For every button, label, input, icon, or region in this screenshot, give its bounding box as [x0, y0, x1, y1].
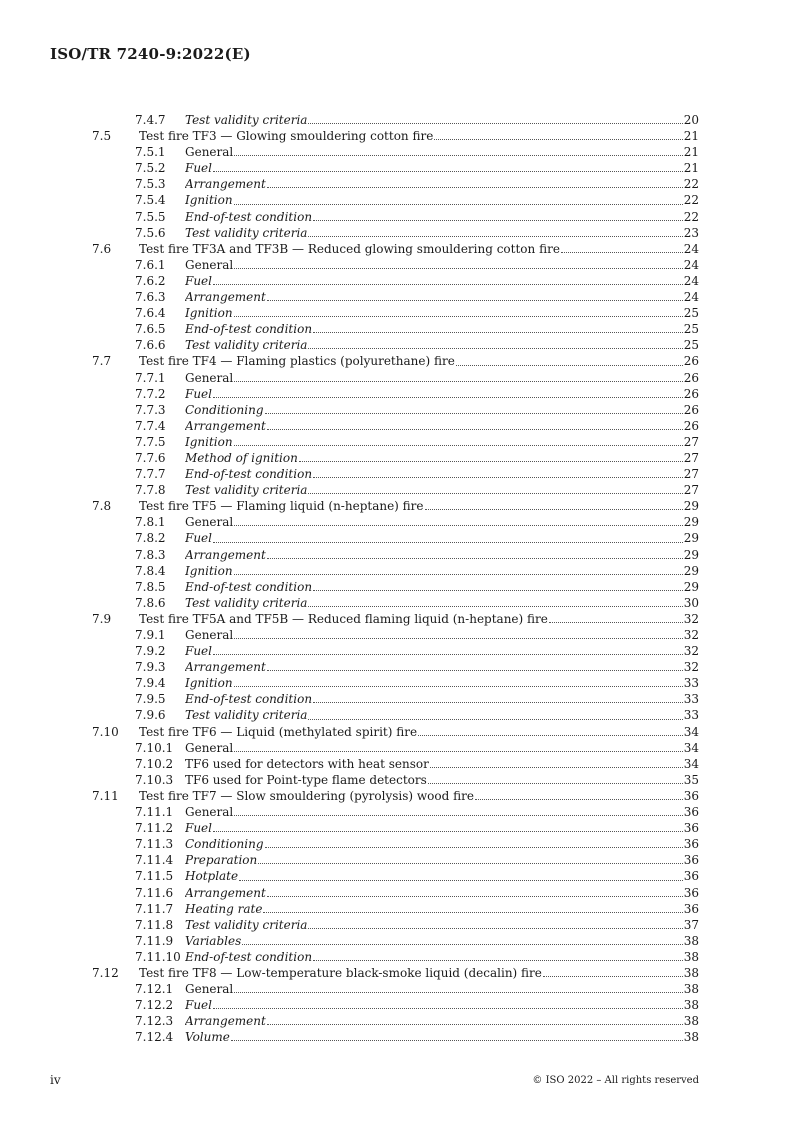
toc-entry[interactable] [92, 949, 699, 965]
toc-entry-number: 7.7.6 [135, 450, 166, 465]
toc-entry-number: 7.6 [92, 241, 112, 256]
toc-dot-leader [308, 493, 682, 494]
toc-entry[interactable] [92, 225, 699, 241]
toc-dot-leader [213, 397, 683, 398]
toc-entry[interactable] [92, 627, 699, 643]
table-of-contents [92, 112, 699, 1045]
toc-entry-number: 7.9 [92, 611, 112, 626]
toc-dot-leader [234, 686, 683, 687]
toc-dot-leader [234, 445, 683, 446]
toc-entry-title: TF6 used for Point-type flame detectors [185, 772, 427, 787]
toc-dot-leader [231, 1040, 683, 1041]
toc-entry-title: Test validity criteria [185, 113, 308, 127]
document-id-header: ISO/TR 7240-9:2022(E) [50, 45, 251, 63]
toc-entry-number: 7.8.4 [135, 563, 166, 578]
toc-entry-number: 7.9.6 [135, 708, 166, 723]
toc-dot-leader [313, 477, 683, 478]
toc-entry-number: 7.11.5 [135, 869, 174, 884]
toc-entry[interactable] [92, 386, 699, 402]
toc-entry-number: 7.11.6 [135, 885, 174, 900]
toc-entry-number: 7.5.2 [135, 161, 166, 176]
toc-entry[interactable] [92, 128, 699, 144]
toc-entry[interactable] [92, 402, 699, 418]
toc-entry-number: 7.8.3 [135, 547, 166, 562]
toc-dot-leader [475, 799, 683, 800]
toc-entry-page: 29 [683, 499, 699, 514]
toc-dot-leader [242, 944, 682, 945]
toc-entry-number: 7.11.4 [135, 853, 174, 868]
toc-dot-leader [234, 815, 682, 816]
toc-entry-title: General [185, 145, 234, 160]
toc-entry[interactable] [92, 885, 699, 901]
toc-entry-number: 7.10 [92, 724, 119, 739]
toc-entry-title: Test validity criteria [185, 483, 308, 498]
toc-entry-title: Test fire TF7 — Slow smouldering (pyrolysis) wood fire [139, 788, 474, 803]
toc-entry[interactable] [92, 289, 699, 305]
toc-entry-title: General [185, 628, 234, 642]
toc-dot-leader [234, 638, 682, 639]
toc-entry[interactable] [92, 321, 699, 337]
toc-entry-title: Test fire TF5A and TF5B — Reduced flaming liquid (n-heptane) fire [139, 611, 548, 626]
toc-dot-leader [234, 992, 682, 993]
toc-entry-title: Volume [185, 1030, 230, 1045]
toc-dot-leader [428, 783, 683, 784]
toc-dot-leader [234, 751, 682, 752]
toc-entry-page: 21 [683, 129, 699, 144]
toc-entry-number: 7.7.1 [135, 370, 166, 385]
toc-dot-leader [267, 670, 683, 671]
toc-entry-page: 32 [683, 644, 699, 659]
toc-dot-leader [313, 590, 683, 591]
toc-entry-number: 7.5.6 [135, 225, 166, 240]
toc-dot-leader [234, 316, 683, 317]
toc-entry-number: 7.8.1 [135, 515, 166, 530]
toc-entry-title: Hotplate [185, 869, 239, 884]
toc-entry-title: Conditioning [185, 837, 264, 852]
toc-entry-title: Ignition [185, 306, 233, 321]
toc-entry-number: 7.5.4 [135, 193, 166, 208]
toc-entry[interactable] [92, 643, 699, 659]
toc-entry[interactable] [92, 997, 699, 1013]
toc-entry-page: 25 [683, 322, 699, 337]
toc-entry-number: 7.7.4 [135, 418, 166, 433]
toc-entry-title: Test fire TF4 — Flaming plastics (polyurethane) fire [139, 354, 455, 369]
toc-dot-leader [267, 896, 683, 897]
toc-dot-leader [265, 413, 683, 414]
toc-dot-leader [213, 654, 683, 655]
toc-dot-leader [308, 719, 682, 720]
toc-entry-title: Conditioning [185, 402, 264, 417]
toc-entry-title: Fuel [185, 644, 212, 659]
toc-dot-leader [308, 606, 682, 607]
toc-entry[interactable] [92, 901, 699, 917]
toc-entry-page: 32 [683, 660, 699, 675]
toc-entry[interactable] [92, 965, 699, 981]
toc-entry-number: 7.7.5 [135, 434, 166, 449]
toc-entry-title: Arrangement [185, 547, 266, 562]
toc-dot-leader [263, 912, 682, 913]
toc-entry-page: 22 [683, 209, 699, 224]
toc-entry-number: 7.9.2 [135, 644, 166, 659]
toc-dot-leader [267, 429, 683, 430]
toc-entry[interactable] [92, 868, 699, 884]
toc-entry-title: Test fire TF8 — Low-temperature black-smoke liquid (decalin) fire [139, 965, 542, 980]
toc-entry-page: 26 [683, 370, 699, 385]
toc-entry[interactable] [92, 675, 699, 691]
toc-entry-title: End-of-test condition [185, 949, 313, 964]
toc-entry[interactable] [92, 852, 699, 868]
toc-entry-number: 7.6.3 [135, 290, 166, 305]
toc-entry-page: 24 [683, 273, 699, 288]
toc-entry-title: End-of-test condition [185, 692, 313, 707]
toc-entry-title: Fuel [185, 998, 212, 1013]
toc-entry-title: Method of ignition [185, 450, 298, 465]
toc-dot-leader [267, 558, 683, 559]
toc-entry-number: 7.6.4 [135, 306, 166, 321]
toc-entry-number: 7.10.3 [135, 772, 174, 787]
toc-dot-leader [234, 268, 682, 269]
toc-entry-title: General [185, 982, 234, 997]
toc-entry-number: 7.5.1 [135, 145, 166, 160]
toc-entry[interactable] [92, 482, 699, 498]
toc-entry-title: Test fire TF6 — Liquid (methylated spirit) fire [139, 724, 418, 739]
toc-entry[interactable] [92, 595, 699, 611]
toc-entry-number: 7.11.3 [135, 837, 174, 852]
toc-entry-title: Fuel [185, 386, 212, 401]
toc-dot-leader [258, 863, 682, 864]
toc-entry-page: 36 [683, 869, 699, 884]
toc-entry-number: 7.12.4 [135, 1030, 174, 1045]
toc-entry-title: Test validity criteria [185, 708, 308, 723]
toc-dot-leader [543, 976, 683, 977]
toc-entry-number: 7.7 [92, 354, 112, 369]
toc-dot-leader [313, 332, 683, 333]
toc-entry-title: Test validity criteria [185, 338, 308, 353]
toc-entry-number: 7.11.7 [135, 901, 174, 916]
toc-entry[interactable] [92, 659, 699, 675]
toc-entry-page: 38 [683, 982, 699, 997]
toc-entry-page: 36 [683, 788, 699, 803]
toc-dot-leader [234, 204, 683, 205]
toc-entry-page: 29 [683, 515, 699, 530]
toc-entry[interactable] [92, 756, 699, 772]
toc-entry-title: TF6 used for detectors with heat sensor [185, 756, 429, 771]
toc-entry-title: General [185, 515, 234, 530]
toc-entry[interactable] [92, 498, 699, 514]
toc-entry[interactable] [92, 337, 699, 353]
toc-dot-leader [213, 831, 683, 832]
toc-entry-page: 38 [683, 949, 699, 964]
toc-dot-leader [308, 928, 682, 929]
footer-copyright: © ISO 2022 – All rights reserved [532, 1075, 699, 1086]
toc-entry-page: 33 [683, 676, 699, 691]
toc-entry[interactable] [92, 514, 699, 530]
toc-entry-title: End-of-test condition [185, 322, 313, 337]
toc-entry[interactable] [92, 547, 699, 563]
toc-entry-title: Variables [185, 933, 242, 948]
toc-entry-number: 7.9.5 [135, 692, 166, 707]
toc-entry[interactable] [92, 820, 699, 836]
toc-entry-number: 7.11.9 [135, 933, 174, 948]
toc-dot-leader [239, 880, 683, 881]
toc-entry-number: 7.8.5 [135, 579, 166, 594]
toc-entry-page: 30 [683, 595, 699, 610]
toc-dot-leader [313, 702, 683, 703]
toc-dot-leader [234, 574, 683, 575]
toc-entry-number: 7.6.5 [135, 322, 166, 337]
toc-entry-page: 35 [683, 772, 699, 787]
toc-entry[interactable] [92, 788, 699, 804]
toc-entry-page: 22 [683, 177, 699, 192]
toc-entry-page: 29 [683, 563, 699, 578]
toc-dot-leader [425, 509, 683, 510]
toc-entry-title: Arrangement [185, 885, 266, 900]
toc-entry[interactable] [92, 804, 699, 820]
toc-entry-page: 26 [683, 354, 699, 369]
toc-entry[interactable] [92, 579, 699, 595]
toc-entry-page: 33 [683, 708, 699, 723]
toc-entry-page: 34 [683, 724, 699, 739]
toc-entry[interactable] [92, 273, 699, 289]
toc-entry-number: 7.5 [92, 129, 112, 144]
toc-entry-page: 29 [683, 531, 699, 546]
toc-entry-number: 7.7.2 [135, 386, 166, 401]
toc-entry-number: 7.7.7 [135, 467, 166, 482]
toc-dot-leader [267, 187, 683, 188]
toc-dot-leader [234, 381, 682, 382]
toc-entry-number: 7.7.3 [135, 402, 166, 417]
toc-entry[interactable] [92, 530, 699, 546]
toc-entry-title: Test validity criteria [185, 917, 308, 932]
toc-entry-page: 26 [683, 386, 699, 401]
toc-entry-number: 7.5.3 [135, 177, 166, 192]
toc-entry[interactable] [92, 1029, 699, 1045]
toc-entry-number: 7.6.2 [135, 273, 166, 288]
toc-entry-title: Arrangement [185, 660, 266, 675]
toc-dot-leader [267, 1024, 683, 1025]
toc-dot-leader [308, 348, 682, 349]
toc-entry[interactable] [92, 418, 699, 434]
toc-entry-page: 24 [683, 290, 699, 305]
toc-entry-page: 25 [683, 338, 699, 353]
toc-entry[interactable] [92, 691, 699, 707]
toc-entry-page: 36 [683, 853, 699, 868]
toc-entry-page: 34 [683, 756, 699, 771]
toc-entry-page: 37 [683, 917, 699, 932]
footer-page-number: iv [50, 1073, 61, 1087]
toc-entry-number: 7.12.2 [135, 998, 174, 1013]
toc-entry-number: 7.8.6 [135, 595, 166, 610]
toc-entry-number: 7.12.3 [135, 1014, 174, 1029]
toc-entry[interactable] [92, 192, 699, 208]
toc-entry[interactable] [92, 257, 699, 273]
toc-entry-title: Arrangement [185, 290, 266, 305]
toc-entry-title: Test fire TF3 — Glowing smouldering cotton fire [139, 129, 434, 144]
toc-entry-title: General [185, 740, 234, 755]
toc-entry-title: Test validity criteria [185, 225, 308, 240]
toc-entry-number: 7.9.4 [135, 676, 166, 691]
toc-entry-title: Test fire TF5 — Flaming liquid (n-heptane) fire [139, 499, 424, 514]
toc-entry-page: 22 [683, 193, 699, 208]
toc-dot-leader [234, 525, 682, 526]
toc-entry-page: 38 [683, 965, 699, 980]
toc-entry[interactable] [92, 933, 699, 949]
toc-entry-number: 7.11.8 [135, 917, 174, 932]
toc-dot-leader [213, 1008, 683, 1009]
toc-entry-title: Fuel [185, 531, 212, 546]
toc-entry-page: 21 [683, 161, 699, 176]
toc-dot-leader [308, 236, 682, 237]
toc-entry-title: Arrangement [185, 177, 266, 192]
toc-dot-leader [234, 155, 682, 156]
toc-entry-number: 7.7.8 [135, 483, 166, 498]
toc-entry[interactable] [92, 981, 699, 997]
toc-entry-page: 24 [683, 241, 699, 256]
toc-entry-number: 7.4.7 [135, 113, 166, 127]
toc-dot-leader [456, 365, 683, 366]
toc-entry-page: 24 [683, 257, 699, 272]
toc-entry-page: 32 [683, 628, 699, 642]
toc-entry-page: 38 [683, 1014, 699, 1029]
toc-entry-title: End-of-test condition [185, 579, 313, 594]
toc-entry-page: 26 [683, 402, 699, 417]
toc-entry-page: 25 [683, 306, 699, 321]
toc-dot-leader [418, 735, 683, 736]
toc-entry-title: General [185, 257, 234, 272]
toc-entry-page: 26 [683, 418, 699, 433]
toc-entry-number: 7.6.1 [135, 257, 166, 272]
toc-entry-number: 7.5.5 [135, 209, 166, 224]
toc-entry-page: 21 [683, 145, 699, 160]
toc-entry-title: Ignition [185, 563, 233, 578]
toc-dot-leader [313, 220, 683, 221]
toc-dot-leader [430, 767, 683, 768]
toc-entry[interactable] [92, 740, 699, 756]
toc-entry-page: 32 [683, 611, 699, 626]
toc-entry-number: 7.11.10 [135, 949, 181, 964]
toc-dot-leader [213, 542, 683, 543]
toc-entry-title: Test fire TF3A and TF3B — Reduced glowing smouldering cotton fire [139, 241, 560, 256]
toc-entry-page: 36 [683, 901, 699, 916]
toc-entry[interactable] [92, 466, 699, 482]
toc-entry-page: 38 [683, 998, 699, 1013]
toc-entry-page: 27 [683, 450, 699, 465]
toc-entry-number: 7.12 [92, 965, 119, 980]
toc-entry[interactable] [92, 836, 699, 852]
toc-entry-title: Heating rate [185, 901, 263, 916]
toc-entry-page: 33 [683, 692, 699, 707]
toc-entry-number: 7.11.2 [135, 821, 174, 836]
toc-entry-page: 29 [683, 579, 699, 594]
toc-entry-title: Ignition [185, 676, 233, 691]
toc-entry[interactable] [92, 772, 699, 788]
toc-entry[interactable] [92, 241, 699, 257]
toc-entry-page: 20 [683, 113, 699, 127]
toc-entry-page: 36 [683, 837, 699, 852]
toc-dot-leader [265, 847, 683, 848]
toc-dot-leader [308, 123, 682, 124]
toc-entry[interactable] [92, 176, 699, 192]
toc-entry-title: End-of-test condition [185, 467, 313, 482]
toc-entry[interactable] [92, 160, 699, 176]
toc-dot-leader [267, 300, 683, 301]
toc-entry-number: 7.8.2 [135, 531, 166, 546]
toc-entry-title: Arrangement [185, 418, 266, 433]
toc-entry-page: 36 [683, 821, 699, 836]
toc-dot-leader [213, 171, 683, 172]
toc-entry-title: Preparation [185, 853, 258, 868]
toc-entry-number: 7.10.2 [135, 756, 174, 771]
toc-entry-number: 7.11.1 [135, 805, 174, 820]
toc-dot-leader [299, 461, 683, 462]
toc-dot-leader [549, 622, 683, 623]
toc-entry-title: Fuel [185, 821, 212, 836]
toc-entry-page: 38 [683, 1030, 699, 1045]
toc-entry[interactable] [92, 370, 699, 386]
toc-entry-page: 29 [683, 547, 699, 562]
toc-entry[interactable] [92, 305, 699, 321]
toc-entry-page: 27 [683, 467, 699, 482]
toc-entry-page: 38 [683, 933, 699, 948]
toc-entry-title: Ignition [185, 434, 233, 449]
toc-entry-title: General [185, 370, 234, 385]
toc-entry[interactable] [92, 917, 699, 933]
toc-entry-title: Fuel [185, 161, 212, 176]
toc-dot-leader [434, 139, 682, 140]
toc-entry-page: 34 [683, 740, 699, 755]
toc-entry[interactable] [92, 209, 699, 225]
toc-entry[interactable] [92, 144, 699, 160]
toc-entry-number: 7.9.1 [135, 628, 166, 642]
toc-entry-title: General [185, 805, 234, 820]
toc-entry-title: Arrangement [185, 1014, 266, 1029]
toc-entry-number: 7.8 [92, 499, 112, 514]
toc-entry[interactable] [92, 1013, 699, 1029]
toc-entry-title: Fuel [185, 273, 212, 288]
toc-entry-page: 36 [683, 885, 699, 900]
toc-entry[interactable] [92, 563, 699, 579]
toc-entry-number: 7.11 [92, 788, 119, 803]
toc-entry-number: 7.9.3 [135, 660, 166, 675]
toc-entry[interactable] [92, 724, 699, 740]
toc-entry-title: End-of-test condition [185, 209, 313, 224]
toc-entry-page: 23 [683, 225, 699, 240]
toc-entry[interactable] [92, 611, 699, 627]
toc-dot-leader [213, 284, 683, 285]
toc-dot-leader [313, 960, 683, 961]
toc-entry[interactable] [92, 450, 699, 466]
toc-dot-leader [561, 252, 683, 253]
toc-entry-number: 7.6.6 [135, 338, 166, 353]
toc-entry-page: 27 [683, 483, 699, 498]
toc-entry-number: 7.12.1 [135, 982, 174, 997]
toc-entry[interactable] [92, 434, 699, 450]
toc-entry-page: 27 [683, 434, 699, 449]
toc-entry-title: Ignition [185, 193, 233, 208]
toc-entry[interactable] [92, 112, 699, 128]
toc-entry[interactable] [92, 707, 699, 723]
toc-entry[interactable] [92, 353, 699, 369]
toc-entry-page: 36 [683, 805, 699, 820]
toc-entry-number: 7.10.1 [135, 740, 174, 755]
toc-entry-title: Test validity criteria [185, 595, 308, 610]
